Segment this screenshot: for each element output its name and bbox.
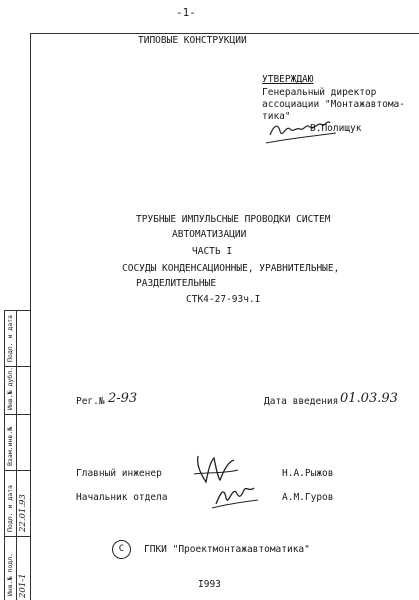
approval-line-3: тика" xyxy=(262,111,291,122)
stamp-row-divider xyxy=(4,470,30,471)
stamp-label-inv-duplicate: Инв.№ дубл. xyxy=(6,366,14,410)
copyright-symbol: С xyxy=(112,540,131,559)
organization-name: ГПКИ "Проектмонтажавтоматика" xyxy=(144,544,310,555)
stamp-row-divider xyxy=(4,414,30,415)
date-label: Дата введения xyxy=(264,396,339,407)
reg-value: 2-93 xyxy=(108,391,138,406)
doc-title-line-1: ТРУБНЫЕ ИМПУЛЬСНЫЕ ПРОВОДКИ СИСТЕМ xyxy=(136,214,331,225)
date-value: 01.03.93 xyxy=(340,391,398,406)
stamp-label-replaced-inv: Взам.инв.№ xyxy=(6,426,14,466)
stamp-label-sign-date-2: Подп. и дата xyxy=(6,315,14,362)
stamp-label-sign-date-1: Подп. и дата xyxy=(6,485,14,532)
stamp-row-divider xyxy=(4,536,30,537)
signature-name-2: А.М.Гуров xyxy=(282,492,334,503)
frame-left-line xyxy=(30,33,31,600)
approval-signer: В.Полищук xyxy=(310,123,362,134)
doc-code: СТК4-27-93ч.I xyxy=(186,294,261,305)
doc-title-line-3: СОСУДЫ КОНДЕНСАЦИОННЫЕ, УРАВНИТЕЛЬНЫЕ, xyxy=(122,263,340,274)
reg-label: Рег.№ xyxy=(76,396,105,407)
doc-title-line-4: РАЗДЕЛИТЕЛЬНЫЕ xyxy=(136,278,217,289)
approval-line-1: Генеральный директор xyxy=(262,87,377,98)
year: I993 xyxy=(198,579,221,590)
series-title: ТИПОВЫЕ КОНСТРУКЦИИ xyxy=(138,35,247,46)
stamp-row-divider xyxy=(4,310,30,311)
approval-title: УТВЕРЖДАЮ xyxy=(262,74,314,85)
page-number: -1- xyxy=(176,6,196,19)
stamp-label-inv-original: Инв.№ подл. xyxy=(6,552,14,596)
doc-title-line-2: АВТОМАТИЗАЦИИ xyxy=(172,229,247,240)
signature-name-1: Н.А.Рыжов xyxy=(282,468,334,479)
signature-role-1: Главный инженер xyxy=(76,468,162,479)
signature-role-2: Начальник отдела xyxy=(76,492,168,503)
stamp-inner-divider xyxy=(16,310,17,600)
stamp-handwritten-inv: 201-1 xyxy=(18,573,28,598)
doc-part: ЧАСТЬ I xyxy=(192,246,233,257)
inventory-stamp-table xyxy=(4,310,30,600)
department-head-signature xyxy=(212,478,262,514)
frame-top-line xyxy=(30,33,419,34)
stamp-left-border xyxy=(4,310,5,600)
stamp-handwritten-date: 22.01.93 xyxy=(18,494,28,532)
approval-line-2: ассоциации "Монтажавтома- xyxy=(262,99,405,110)
